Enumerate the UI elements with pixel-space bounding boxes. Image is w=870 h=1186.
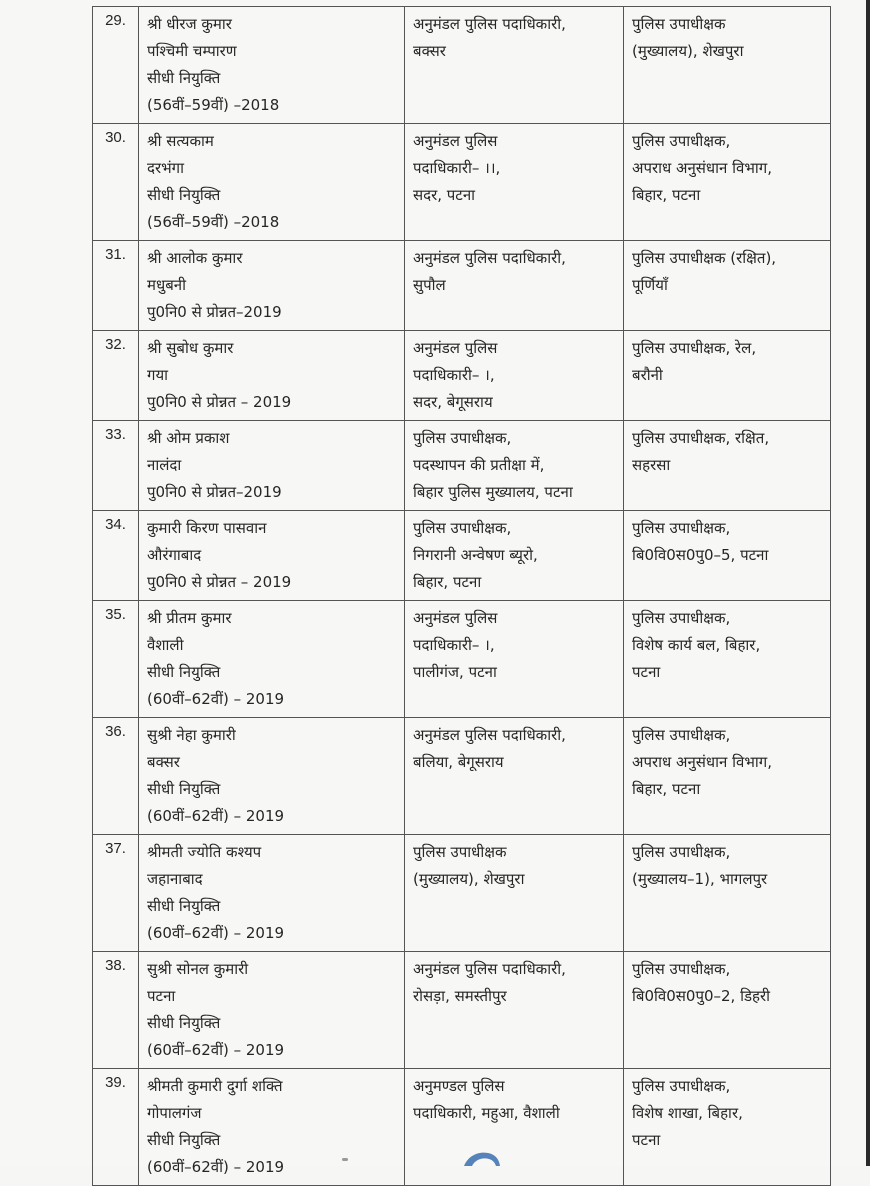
new-posting-line: विशेष शाखा, बिहार, <box>632 1104 743 1122</box>
serial-number: 36. <box>93 718 139 835</box>
current-posting-line: सदर, पटना <box>413 186 476 204</box>
officer-line: पटना <box>147 987 176 1005</box>
officer-details-cell <box>139 241 405 331</box>
new-posting-line: बि0वि0स0पु0–5, पटना <box>632 546 769 564</box>
officer-line: (56वीं–59वीं) –2018 <box>147 213 280 231</box>
new-posting-cell <box>624 124 831 241</box>
current-posting-line: अनुमंडल पुलिस <box>413 339 498 357</box>
officer-line: पु0नि0 से प्रोन्नत–2019 <box>147 303 282 321</box>
serial-number: 34. <box>93 511 139 601</box>
officer-details-cell <box>139 511 405 601</box>
serial-number: 39. <box>93 1069 139 1186</box>
current-posting-line: पुलिस उपाधीक्षक, <box>413 519 512 537</box>
serial-number: 30. <box>93 124 139 241</box>
new-posting-line: पूर्णियाँ <box>632 276 668 294</box>
officer-line: (60वीं–62वीं) – 2019 <box>147 690 285 708</box>
new-posting-cell <box>624 952 831 1069</box>
officer-line: पु0नि0 से प्रोन्नत–2019 <box>147 483 282 501</box>
current-posting-line: अनुमंडल पुलिस पदाधिकारी, <box>413 249 566 267</box>
officer-line: सीधी नियुक्ति <box>147 69 221 87</box>
current-posting-line: रोसड़ा, समस्तीपुर <box>413 987 507 1005</box>
officer-line: पु0नि0 से प्रोन्नत – 2019 <box>147 573 292 591</box>
officer-line: कुमारी किरण पासवान <box>147 519 267 537</box>
serial-number: 33. <box>93 421 139 511</box>
officer-line: पु0नि0 से प्रोन्नत – 2019 <box>147 393 292 411</box>
officer-line: बक्सर <box>147 753 180 771</box>
table-row <box>93 601 831 718</box>
new-posting-cell <box>624 601 831 718</box>
current-posting-line: अनुमंडल पुलिस <box>413 609 498 627</box>
officer-line: श्रीमती ज्योति कश्यप <box>147 843 262 861</box>
new-posting-line: पुलिस उपाधीक्षक, <box>632 1077 731 1095</box>
new-posting-line: पुलिस उपाधीक्षक, <box>632 609 731 627</box>
serial-number: 38. <box>93 952 139 1069</box>
new-posting-cell <box>624 7 831 124</box>
officer-line: श्री धीरज कुमार <box>147 15 232 33</box>
new-posting-line: अपराध अनुसंधान विभाग, <box>632 753 772 771</box>
table-row <box>93 952 831 1069</box>
current-posting-line: पदस्थापन की प्रतीक्षा में, <box>413 456 545 474</box>
officer-line: मधुबनी <box>147 276 186 294</box>
serial-number: 35. <box>93 601 139 718</box>
officer-details-cell <box>139 718 405 835</box>
new-posting-cell <box>624 835 831 952</box>
officer-line: सुश्री सोनल कुमारी <box>147 960 249 978</box>
current-posting-line: बलिया, बेगूसराय <box>413 753 504 771</box>
officer-line: श्री सत्यकाम <box>147 132 214 150</box>
new-posting-line: बरौनी <box>632 366 663 384</box>
current-posting-line: सुपौल <box>413 276 446 294</box>
officer-line: सीधी नियुक्ति <box>147 780 221 798</box>
current-posting-line: पदाधिकारी– ।।, <box>413 159 501 177</box>
current-posting-line: पुलिस उपाधीक्षक, <box>413 429 512 447</box>
new-posting-line: बि0वि0स0पु0–2, डिहरी <box>632 987 770 1005</box>
footer-mark <box>342 1158 348 1161</box>
new-posting-line: (मुख्यालय), शेखपुरा <box>632 42 744 60</box>
current-posting-cell <box>405 718 624 835</box>
officer-line: सीधी नियुक्ति <box>147 1014 221 1032</box>
officer-details-cell <box>139 1069 405 1186</box>
officer-line: श्रीमती कुमारी दुर्गा शक्ति <box>147 1077 283 1095</box>
new-posting-line: पुलिस उपाधीक्षक, <box>632 132 731 150</box>
table-row <box>93 718 831 835</box>
table-row <box>93 241 831 331</box>
officer-line: जहानाबाद <box>147 870 203 888</box>
new-posting-line: पुलिस उपाधीक्षक, <box>632 726 731 744</box>
new-posting-line: पुलिस उपाधीक्षक, <box>632 519 731 537</box>
officer-details-cell <box>139 952 405 1069</box>
table-row <box>93 421 831 511</box>
current-posting-cell <box>405 124 624 241</box>
transfer-table-body <box>93 7 831 1186</box>
current-posting-line: (मुख्यालय), शेखपुरा <box>413 870 525 888</box>
current-posting-line: बक्सर <box>413 42 446 60</box>
serial-number: 29. <box>93 7 139 124</box>
officer-line: (60वीं–62वीं) – 2019 <box>147 807 285 825</box>
officer-details-cell <box>139 124 405 241</box>
new-posting-line: बिहार, पटना <box>632 780 701 798</box>
new-posting-line: पुलिस उपाधीक्षक (रक्षित), <box>632 249 777 267</box>
new-posting-line: पटना <box>632 663 661 681</box>
current-posting-line: पदाधिकारी– ।, <box>413 366 495 384</box>
table-row <box>93 511 831 601</box>
new-posting-cell <box>624 331 831 421</box>
officer-details-cell <box>139 601 405 718</box>
table-row <box>93 835 831 952</box>
serial-number: 37. <box>93 835 139 952</box>
current-posting-line: पुलिस उपाधीक्षक <box>413 843 507 861</box>
officer-line: सीधी नियुक्ति <box>147 897 221 915</box>
new-posting-line: अपराध अनुसंधान विभाग, <box>632 159 772 177</box>
officer-line: (56वीं–59वीं) –2018 <box>147 96 280 114</box>
current-posting-cell <box>405 241 624 331</box>
footer-logo-icon <box>462 1150 502 1166</box>
officer-line: औरंगाबाद <box>147 546 202 564</box>
current-posting-line: अनुमंडल पुलिस <box>413 132 498 150</box>
new-posting-cell <box>624 1069 831 1186</box>
officer-line: (60वीं–62वीं) – 2019 <box>147 1041 285 1059</box>
current-posting-line: पालीगंज, पटना <box>413 663 497 681</box>
new-posting-line: पटना <box>632 1131 661 1149</box>
transfer-table <box>92 6 831 1186</box>
new-posting-cell <box>624 511 831 601</box>
current-posting-line: बिहार, पटना <box>413 573 482 591</box>
new-posting-cell <box>624 241 831 331</box>
officer-line: दरभंगा <box>147 159 184 177</box>
current-posting-cell <box>405 7 624 124</box>
officer-line: (60वीं–62वीं) – 2019 <box>147 924 285 942</box>
current-posting-cell <box>405 421 624 511</box>
current-posting-line: पदाधिकारी– ।, <box>413 636 495 654</box>
new-posting-line: विशेष कार्य बल, बिहार, <box>632 636 761 654</box>
current-posting-cell <box>405 511 624 601</box>
new-posting-line: बिहार, पटना <box>632 186 701 204</box>
table-row <box>93 1069 831 1186</box>
officer-line: वैशाली <box>147 636 184 654</box>
officer-line: गोपालगंज <box>147 1104 202 1122</box>
current-posting-line: निगरानी अन्वेषण ब्यूरो, <box>413 546 538 564</box>
officer-details-cell <box>139 7 405 124</box>
current-posting-line: पदाधिकारी, महुआ, वैशाली <box>413 1104 560 1122</box>
officer-line: नालंदा <box>147 456 182 474</box>
officer-line: श्री प्रीतम कुमार <box>147 609 232 627</box>
new-posting-line: सहरसा <box>632 456 671 474</box>
current-posting-cell <box>405 835 624 952</box>
current-posting-line: अनुमंडल पुलिस पदाधिकारी, <box>413 15 566 33</box>
current-posting-line: अनुमण्डल पुलिस <box>413 1077 505 1095</box>
serial-number: 31. <box>93 241 139 331</box>
new-posting-line: (मुख्यालय–1), भागलपुर <box>632 870 768 888</box>
current-posting-cell <box>405 1069 624 1186</box>
current-posting-cell <box>405 952 624 1069</box>
officer-details-cell <box>139 835 405 952</box>
new-posting-line: पुलिस उपाधीक्षक, <box>632 843 731 861</box>
officer-line: श्री सुबोध कुमार <box>147 339 234 357</box>
new-posting-line: पुलिस उपाधीक्षक, रक्षित, <box>632 429 770 447</box>
new-posting-line: पुलिस उपाधीक्षक <box>632 15 726 33</box>
officer-details-cell <box>139 331 405 421</box>
new-posting-cell <box>624 421 831 511</box>
officer-line: सीधी नियुक्ति <box>147 663 221 681</box>
scan-edge <box>866 0 870 1166</box>
officer-line: गया <box>147 366 169 384</box>
officer-line: श्री आलोक कुमार <box>147 249 243 267</box>
current-posting-line: सदर, बेगूसराय <box>413 393 493 411</box>
table-row <box>93 124 831 241</box>
current-posting-cell <box>405 331 624 421</box>
officer-line: सीधी नियुक्ति <box>147 186 221 204</box>
officer-line: श्री ओम प्रकाश <box>147 429 230 447</box>
current-posting-cell <box>405 601 624 718</box>
officer-details-cell <box>139 421 405 511</box>
new-posting-line: पुलिस उपाधीक्षक, रेल, <box>632 339 757 357</box>
serial-number: 32. <box>93 331 139 421</box>
table-row <box>93 331 831 421</box>
officer-line: सुश्री नेहा कुमारी <box>147 726 236 744</box>
new-posting-cell <box>624 718 831 835</box>
current-posting-line: अनुमंडल पुलिस पदाधिकारी, <box>413 726 566 744</box>
table-row <box>93 7 831 124</box>
current-posting-line: बिहार पुलिस मुख्यालय, पटना <box>413 483 573 501</box>
officer-line: पश्चिमी चम्पारण <box>147 42 237 60</box>
new-posting-line: पुलिस उपाधीक्षक, <box>632 960 731 978</box>
officer-line: (60वीं–62वीं) – 2019 <box>147 1158 285 1176</box>
officer-line: सीधी नियुक्ति <box>147 1131 221 1149</box>
current-posting-line: अनुमंडल पुलिस पदाधिकारी, <box>413 960 566 978</box>
